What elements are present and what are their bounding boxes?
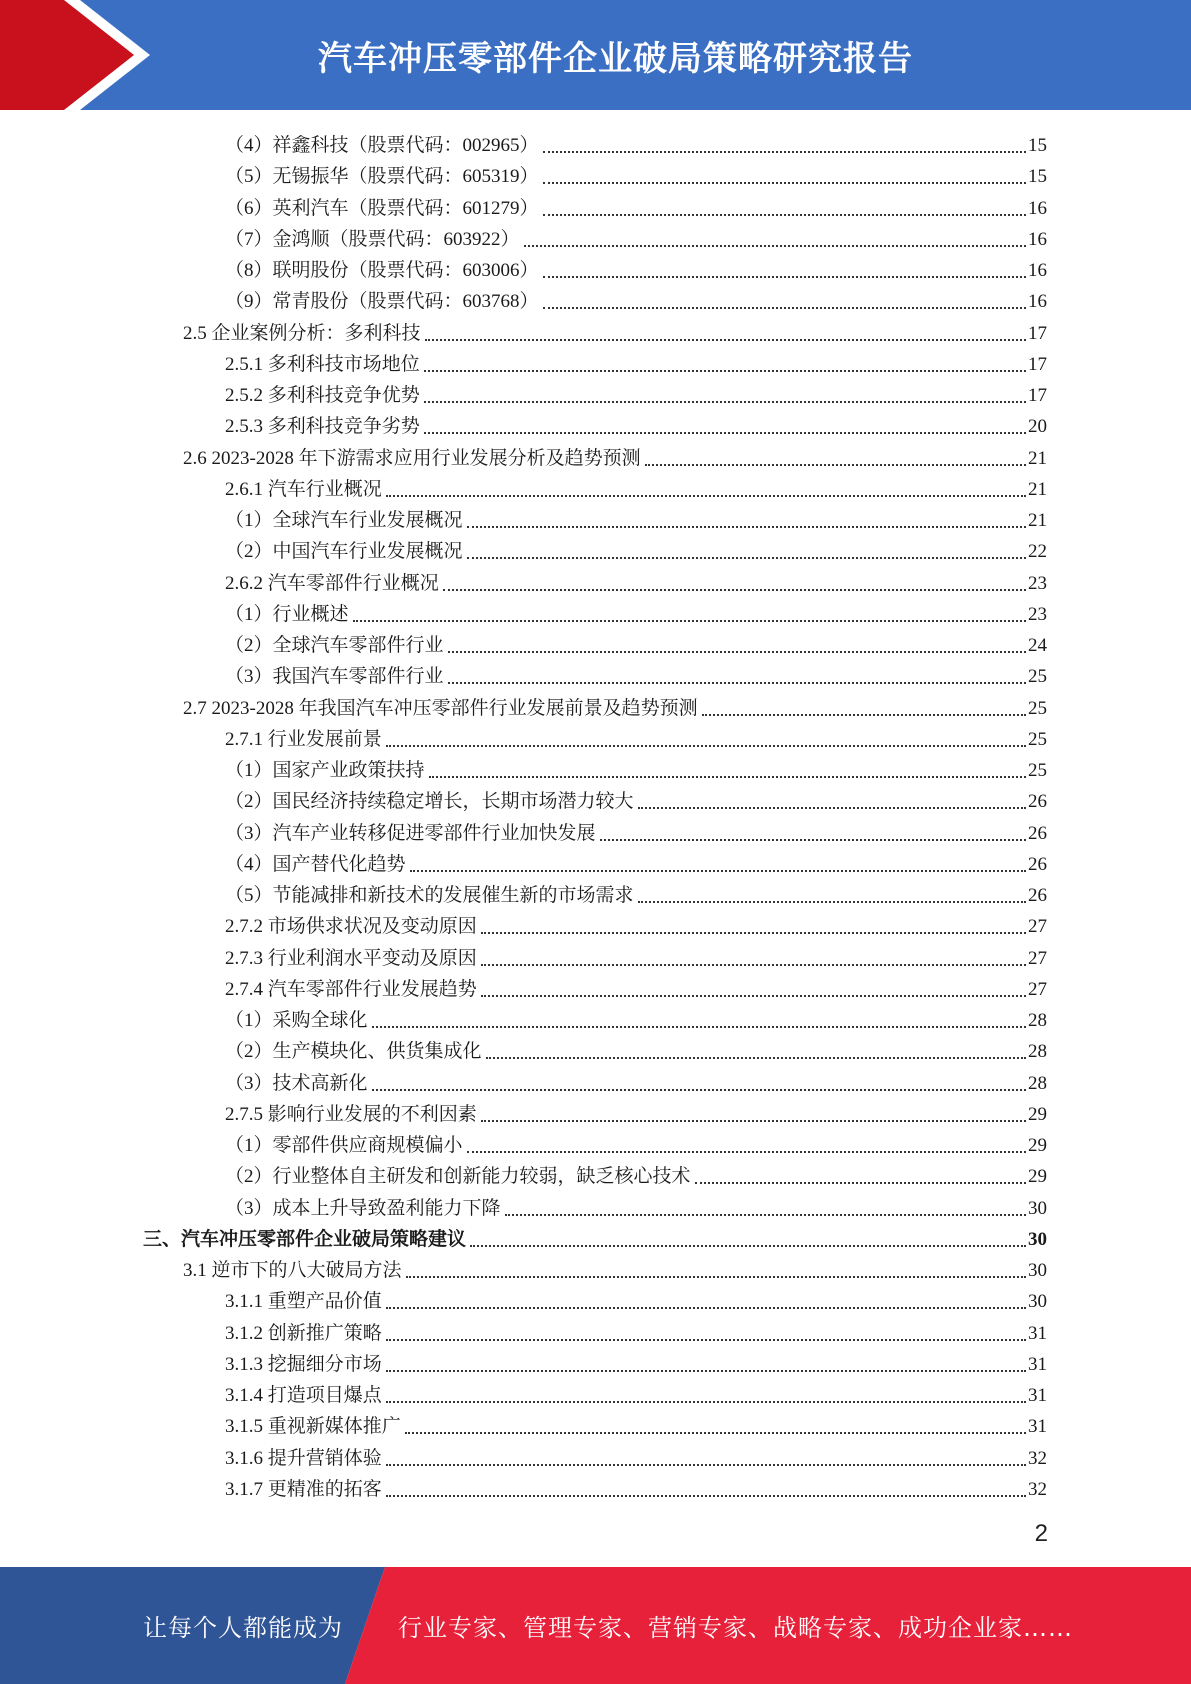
toc-leader-dots xyxy=(702,714,1026,716)
toc-entry-title: （4）祥鑫科技（股票代码：002965） xyxy=(225,135,539,156)
toc-entry-page: 16 xyxy=(1028,291,1047,312)
toc-leader-dots xyxy=(543,307,1026,309)
toc-entry-page: 17 xyxy=(1028,385,1047,406)
toc-entry-title: 3.1.5 重视新媒体推广 xyxy=(225,1416,401,1437)
toc-entry[interactable] xyxy=(225,158,1047,189)
toc-leader-dots xyxy=(448,682,1026,684)
toc-leader-dots xyxy=(467,557,1026,559)
toc-entry-page: 25 xyxy=(1028,698,1047,719)
toc-entry-title: 3.1.6 提升营销体验 xyxy=(225,1448,382,1469)
toc-entry-page: 28 xyxy=(1028,1073,1047,1094)
toc-entry-page: 22 xyxy=(1028,541,1047,562)
toc-entry-title: 2.6 2023-2028 年下游需求应用行业发展分析及趋势预测 xyxy=(183,448,641,469)
toc-leader-dots xyxy=(429,776,1026,778)
toc-entry-page: 25 xyxy=(1028,760,1047,781)
toc-entry-title: （1）行业概述 xyxy=(225,604,349,625)
toc-entry-page: 24 xyxy=(1028,635,1047,656)
toc-leader-dots xyxy=(470,1245,1026,1247)
toc-entry-title: 2.6.2 汽车零部件行业概况 xyxy=(225,573,439,594)
toc-entry[interactable] xyxy=(225,1283,1047,1314)
footer-slogan-right: 行业专家、管理专家、营销专家、战略专家、成功企业家…… xyxy=(398,1614,1073,1642)
toc-leader-dots xyxy=(467,1151,1026,1153)
toc-leader-dots xyxy=(443,589,1026,591)
toc-entry-page: 28 xyxy=(1028,1041,1047,1062)
toc-leader-dots xyxy=(386,1307,1026,1309)
toc-entry-title: （7）金鸿顺（股票代码：603922） xyxy=(225,229,520,250)
toc-entry-title: 2.7 2023-2028 年我国汽车冲压零部件行业发展前景及趋势预测 xyxy=(183,698,698,719)
toc-entry[interactable] xyxy=(225,752,1047,783)
toc-entry-title: 2.6.1 汽车行业概况 xyxy=(225,479,382,500)
toc-entry-page: 31 xyxy=(1028,1323,1047,1344)
page-number: 2 xyxy=(1034,1520,1048,1547)
toc-entry-page: 30 xyxy=(1028,1198,1047,1219)
toc-entry-title: 2.5.3 多利科技竞争劣势 xyxy=(225,416,420,437)
toc-entry-page: 16 xyxy=(1028,198,1047,219)
toc-entry[interactable] xyxy=(225,908,1047,939)
report-title: 汽车冲压零部件企业破局策略研究报告 xyxy=(318,38,913,79)
toc-leader-dots xyxy=(425,339,1026,341)
header-band xyxy=(0,0,1191,110)
toc-entry-page: 15 xyxy=(1028,166,1047,187)
toc-entry-page: 28 xyxy=(1028,1010,1047,1031)
toc-entry-title: （5）节能减排和新技术的发展催生新的市场需求 xyxy=(225,885,634,906)
toc-leader-dots xyxy=(543,182,1026,184)
toc-entry[interactable] xyxy=(225,533,1047,564)
toc-entry-title: （2）国民经济持续稳定增长，长期市场潜力较大 xyxy=(225,791,634,812)
toc-entry[interactable] xyxy=(225,221,1047,252)
toc-entry[interactable] xyxy=(225,1033,1047,1064)
toc-leader-dots xyxy=(405,1432,1026,1434)
toc-entry-page: 26 xyxy=(1028,823,1047,844)
toc-entry[interactable] xyxy=(225,346,1047,377)
toc-leader-dots xyxy=(372,1026,1026,1028)
toc-entry[interactable] xyxy=(225,1471,1047,1502)
toc-entry-page: 31 xyxy=(1028,1354,1047,1375)
toc-entry-title: （2）中国汽车行业发展概况 xyxy=(225,541,463,562)
toc-entry-title: （9）常青股份（股票代码：603768） xyxy=(225,291,539,312)
toc-entry-title: （2）全球汽车零部件行业 xyxy=(225,635,444,656)
toc-leader-dots xyxy=(481,995,1026,997)
toc-entry[interactable] xyxy=(225,1346,1047,1377)
toc-entry-page: 25 xyxy=(1028,666,1047,687)
toc-leader-dots xyxy=(695,1182,1026,1184)
toc-entry-page: 31 xyxy=(1028,1385,1047,1406)
toc-leader-dots xyxy=(386,1401,1026,1403)
toc-leader-dots xyxy=(486,1057,1026,1059)
toc-entry[interactable] xyxy=(225,815,1047,846)
toc-entry-title: （8）联明股份（股票代码：603006） xyxy=(225,260,539,281)
toc-entry-title: 3.1 逆市下的八大破局方法 xyxy=(183,1260,402,1281)
toc-leader-dots xyxy=(467,526,1026,528)
footer-band xyxy=(0,1567,1191,1684)
toc-entry[interactable] xyxy=(225,877,1047,908)
toc-entry[interactable] xyxy=(225,1127,1047,1158)
toc-entry[interactable] xyxy=(225,596,1047,627)
toc-entry-page: 27 xyxy=(1028,948,1047,969)
toc-leader-dots xyxy=(543,151,1026,153)
toc-entry[interactable] xyxy=(225,1158,1047,1189)
toc-leader-dots xyxy=(353,620,1026,622)
toc-entry[interactable] xyxy=(225,658,1047,689)
toc-entry-title: 2.5.2 多利科技竞争优势 xyxy=(225,385,420,406)
toc-entry-title: 2.7.4 汽车零部件行业发展趋势 xyxy=(225,979,477,1000)
toc-entry[interactable] xyxy=(225,1096,1047,1127)
toc-leader-dots xyxy=(481,964,1026,966)
toc-entry-page: 17 xyxy=(1028,323,1047,344)
toc-entry[interactable] xyxy=(183,690,1047,721)
toc-entry-title: 3.1.7 更精准的拓客 xyxy=(225,1479,382,1500)
toc-entry[interactable] xyxy=(183,1252,1047,1283)
toc-entry[interactable] xyxy=(225,846,1047,877)
toc-entry[interactable] xyxy=(225,1315,1047,1346)
toc-entry[interactable] xyxy=(225,252,1047,283)
toc-entry[interactable] xyxy=(225,1002,1047,1033)
toc-entry-title: （3）汽车产业转移促进零部件行业加快发展 xyxy=(225,823,596,844)
toc-entry[interactable] xyxy=(225,971,1047,1002)
toc-entry[interactable] xyxy=(225,1065,1047,1096)
toc-leader-dots xyxy=(645,464,1026,466)
toc-entry-title: （6）英利汽车（股票代码：601279） xyxy=(225,198,539,219)
toc-leader-dots xyxy=(424,370,1026,372)
toc-entry-title: （3）我国汽车零部件行业 xyxy=(225,666,444,687)
toc-entry-title: 2.7.5 影响行业发展的不利因素 xyxy=(225,1104,477,1125)
toc-entry-page: 25 xyxy=(1028,729,1047,750)
toc-entry-page: 29 xyxy=(1028,1166,1047,1187)
toc-entry-page: 29 xyxy=(1028,1104,1047,1125)
toc-entry-title: （3）成本上升导致盈利能力下降 xyxy=(225,1198,501,1219)
toc-entry-title: 3.1.4 打造项目爆点 xyxy=(225,1385,382,1406)
toc-entry-title: （2）生产模块化、供货集成化 xyxy=(225,1041,482,1062)
toc-leader-dots xyxy=(386,495,1026,497)
toc-entry[interactable] xyxy=(225,127,1047,158)
toc-entry-title: 2.7.2 市场供求状况及变动原因 xyxy=(225,916,477,937)
toc-entry-page: 27 xyxy=(1028,916,1047,937)
toc-entry-title: （4）国产替代化趋势 xyxy=(225,854,406,875)
toc-leader-dots xyxy=(386,1464,1026,1466)
toc-entry[interactable] xyxy=(225,1408,1047,1439)
toc-entry-page: 16 xyxy=(1028,229,1047,250)
toc-entry[interactable] xyxy=(225,1190,1047,1221)
toc-entry-page: 15 xyxy=(1028,135,1047,156)
toc-leader-dots xyxy=(386,1370,1026,1372)
toc-entry-title: 三、汽车冲压零部件企业破局策略建议 xyxy=(143,1229,467,1250)
toc-entry-page: 30 xyxy=(1028,1260,1047,1281)
toc-entry[interactable] xyxy=(225,1377,1047,1408)
toc-entry-title: （1）国家产业政策扶持 xyxy=(225,760,425,781)
toc-entry-page: 20 xyxy=(1028,416,1047,437)
toc-entry[interactable] xyxy=(225,721,1047,752)
toc-entry-title: （1）采购全球化 xyxy=(225,1010,368,1031)
toc-entry-page: 30 xyxy=(1028,1229,1047,1250)
toc-entry-page: 30 xyxy=(1028,1291,1047,1312)
toc-entry[interactable] xyxy=(225,377,1047,408)
toc-entry-title: （1）全球汽车行业发展概况 xyxy=(225,510,463,531)
toc-entry-page: 26 xyxy=(1028,885,1047,906)
toc-leader-dots xyxy=(638,807,1026,809)
toc-entry-title: （5）无锡振华（股票代码：605319） xyxy=(225,166,539,187)
toc-leader-dots xyxy=(448,651,1026,653)
toc-entry-page: 26 xyxy=(1028,854,1047,875)
toc-entry-page: 23 xyxy=(1028,573,1047,594)
toc-entry[interactable] xyxy=(225,190,1047,221)
toc-leader-dots xyxy=(481,932,1026,934)
toc-entry-page: 32 xyxy=(1028,1479,1047,1500)
toc-entry-page: 32 xyxy=(1028,1448,1047,1469)
toc-entry[interactable] xyxy=(183,440,1047,471)
toc-leader-dots xyxy=(406,1276,1026,1278)
toc-entry-page: 21 xyxy=(1028,510,1047,531)
toc-leader-dots xyxy=(410,870,1026,872)
toc-entry[interactable] xyxy=(225,408,1047,439)
toc-entry[interactable] xyxy=(225,627,1047,658)
toc-entry-title: 2.5 企业案例分析：多利科技 xyxy=(183,323,421,344)
toc-leader-dots xyxy=(505,1214,1026,1216)
toc-entry[interactable] xyxy=(225,565,1047,596)
toc-entry-page: 16 xyxy=(1028,260,1047,281)
toc-leader-dots xyxy=(524,245,1026,247)
toc-leader-dots xyxy=(386,1339,1026,1341)
toc-entry[interactable] xyxy=(143,1221,1047,1252)
toc-entry-page: 31 xyxy=(1028,1416,1047,1437)
toc-leader-dots xyxy=(543,214,1026,216)
toc-entry-page: 29 xyxy=(1028,1135,1047,1156)
toc-entry-title: 3.1.2 创新推广策略 xyxy=(225,1323,382,1344)
toc-entry-title: （3）技术高新化 xyxy=(225,1073,368,1094)
toc-entry-title: （2）行业整体自主研发和创新能力较弱，缺乏核心技术 xyxy=(225,1166,691,1187)
toc-entry-page: 23 xyxy=(1028,604,1047,625)
toc-entry[interactable] xyxy=(225,783,1047,814)
toc-entry-title: （1）零部件供应商规模偏小 xyxy=(225,1135,463,1156)
toc-leader-dots xyxy=(424,432,1026,434)
toc-entry-title: 2.7.3 行业利润水平变动及原因 xyxy=(225,948,477,969)
toc-leader-dots xyxy=(481,1120,1026,1122)
toc-leader-dots xyxy=(638,901,1026,903)
toc-entry-page: 21 xyxy=(1028,479,1047,500)
toc-entry[interactable] xyxy=(225,1440,1047,1471)
toc-leader-dots xyxy=(386,1495,1026,1497)
toc-leader-dots xyxy=(386,745,1026,747)
toc-leader-dots xyxy=(424,401,1026,403)
toc-entry-title: 2.5.1 多利科技市场地位 xyxy=(225,354,420,375)
toc-entry[interactable] xyxy=(225,471,1047,502)
toc-entry-page: 17 xyxy=(1028,354,1047,375)
toc-entry[interactable] xyxy=(225,502,1047,533)
toc-leader-dots xyxy=(543,276,1026,278)
toc-entry-page: 21 xyxy=(1028,448,1047,469)
toc-entry[interactable] xyxy=(225,940,1047,971)
toc-entry-title: 3.1.3 挖掘细分市场 xyxy=(225,1354,382,1375)
toc-entry-page: 26 xyxy=(1028,791,1047,812)
toc-entry-title: 3.1.1 重塑产品价值 xyxy=(225,1291,382,1312)
footer-slogan-left: 让每个人都能成为 xyxy=(143,1614,343,1642)
toc-entry[interactable] xyxy=(183,315,1047,346)
toc-leader-dots xyxy=(372,1089,1026,1091)
toc-leader-dots xyxy=(600,839,1026,841)
toc-entry-page: 27 xyxy=(1028,979,1047,1000)
toc-entry[interactable] xyxy=(225,283,1047,314)
toc-entry-title: 2.7.1 行业发展前景 xyxy=(225,729,382,750)
